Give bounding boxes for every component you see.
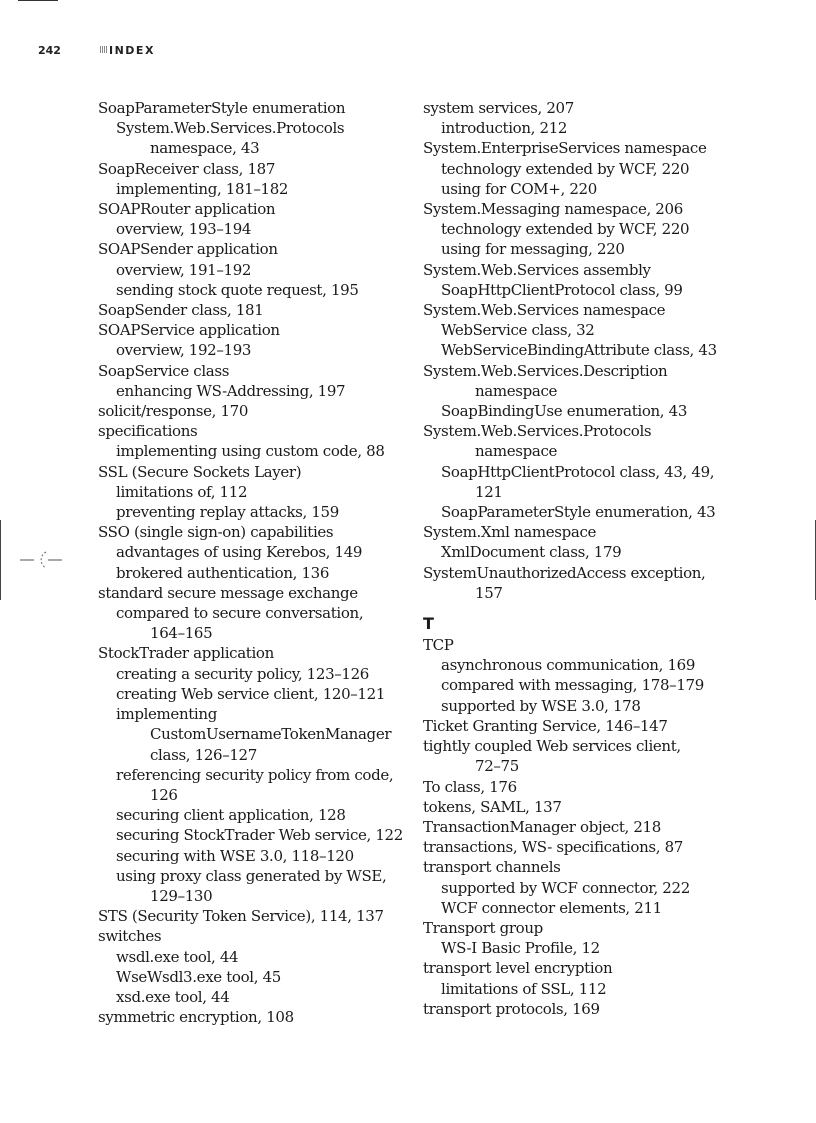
header-title: INDEX	[109, 44, 155, 57]
index-subentry: implementing, 181–182	[116, 179, 289, 198]
index-continuation: namespace, 43	[150, 139, 260, 158]
index-entry: System.Web.Services namespace	[423, 301, 666, 320]
index-subentry: using for messaging, 220	[441, 240, 625, 259]
index-entry: SSO (single sign-on) capabilities	[98, 523, 334, 542]
index-subentry: limitations of, 112	[116, 482, 248, 501]
index-subentry: WebServiceBindingAttribute class, 43	[441, 341, 717, 360]
index-subentry: creating a security policy, 123–126	[116, 664, 369, 683]
registration-line-left	[0, 520, 1, 600]
index-column-left	[98, 98, 408, 1027]
index-entry: TCP	[423, 636, 454, 655]
index-subentry: SoapParameterStyle enumeration, 43	[441, 503, 716, 522]
index-entry: SoapSender class, 181	[98, 301, 264, 320]
index-subentry: sending stock quote request, 195	[116, 280, 359, 299]
index-entry: symmetric encryption, 108	[98, 1008, 294, 1027]
index-subentry: advantages of using Kerebos, 149	[116, 543, 363, 562]
index-continuation: namespace	[475, 381, 558, 400]
index-subentry: creating Web service client, 120–121	[116, 684, 386, 703]
index-subentry: securing StockTrader Web service, 122	[116, 826, 403, 845]
index-continuation: namespace	[475, 442, 558, 461]
index-subentry: overview, 191–192	[116, 260, 252, 279]
index-subentry: overview, 192–193	[116, 341, 252, 360]
index-entry: specifications	[98, 422, 198, 441]
index-entry: Transport group	[423, 918, 543, 937]
index-subentry: XmlDocument class, 179	[441, 543, 622, 562]
index-subentry: using proxy class generated by WSE,	[116, 866, 387, 885]
index-entry: StockTrader application	[98, 644, 274, 663]
index-entry: tokens, SAML, 137	[423, 797, 562, 816]
index-subentry: WebService class, 32	[441, 321, 595, 340]
index-continuation: 129–130	[150, 886, 213, 905]
index-entry: System.Web.Services.Protocols	[423, 422, 652, 441]
index-entry: transport protocols, 169	[423, 999, 600, 1018]
index-column-right	[423, 98, 733, 1019]
registration-mark-icon	[20, 548, 62, 572]
index-entry: SoapParameterStyle enumeration	[98, 99, 346, 117]
index-continuation: 126	[150, 785, 178, 804]
index-entry: To class, 176	[423, 777, 517, 796]
index-entry: switches	[98, 927, 162, 946]
index-subentry: enhancing WS-Addressing, 197	[116, 381, 346, 400]
index-entry: System.Xml namespace	[423, 523, 597, 542]
index-entry: SystemUnauthorizedAccess exception,	[423, 563, 706, 582]
index-subentry: WseWsdl3.exe tool, 45	[116, 967, 281, 986]
index-entry: System.Web.Services assembly	[423, 260, 651, 279]
index-entry: transactions, WS- specifications, 87	[423, 838, 683, 857]
index-subentry: WCF connector elements, 211	[441, 898, 662, 917]
index-entry: SOAPService application	[98, 321, 280, 340]
index-subentry: securing with WSE 3.0, 118–120	[116, 846, 354, 865]
index-subentry: introduction, 212	[441, 119, 568, 138]
index-continuation: class, 126–127	[150, 745, 257, 764]
index-subentry: supported by WCF connector, 222	[441, 878, 690, 897]
index-subentry: technology extended by WCF, 220	[441, 159, 690, 178]
index-entry: SoapService class	[98, 361, 230, 380]
index-group-s	[423, 98, 733, 603]
index-entry: system services, 207	[423, 99, 574, 117]
index-subentry: SoapHttpClientProtocol class, 43, 49,	[441, 462, 715, 481]
index-subentry: technology extended by WCF, 220	[441, 220, 690, 239]
index-continuation: 121	[475, 482, 503, 501]
index-entry: TransactionManager object, 218	[423, 817, 661, 836]
section-letter-t: T	[423, 614, 434, 634]
index-subentry: using for COM+, 220	[441, 179, 597, 198]
index-continuation: 157	[475, 583, 503, 602]
index-entry: SOAPRouter application	[98, 200, 276, 219]
index-subentry: limitations of SSL, 112	[441, 979, 607, 998]
index-subentry: SoapBindingUse enumeration, 43	[441, 402, 688, 421]
index-subentry: securing client application, 128	[116, 806, 346, 825]
index-entry: SSL (Secure Sockets Layer)	[98, 462, 302, 481]
index-subentry: SoapHttpClientProtocol class, 99	[441, 280, 683, 299]
index-entry: Ticket Granting Service, 146–147	[423, 716, 668, 735]
index-subentry: compared to secure conversation,	[116, 604, 364, 623]
crop-mark-top	[18, 0, 58, 1]
index-subentry: preventing replay attacks, 159	[116, 503, 339, 522]
index-entry: STS (Security Token Service), 114, 137	[98, 907, 384, 926]
index-group-t	[423, 635, 733, 1019]
index-entry: System.Web.Services.Description	[423, 361, 668, 380]
index-entry: standard secure message exchange	[98, 583, 358, 602]
index-subentry: WS-I Basic Profile, 12	[441, 939, 600, 958]
index-continuation: CustomUsernameTokenManager	[150, 725, 392, 744]
index-subentry: brokered authentication, 136	[116, 563, 330, 582]
index-entry: SOAPSender application	[98, 240, 278, 259]
index-entry: System.EnterpriseServices namespace	[423, 139, 707, 158]
index-entry: solicit/response, 170	[98, 402, 249, 421]
index-subentry: implementing using custom code, 88	[116, 442, 385, 461]
index-subentry: referencing security policy from code,	[116, 765, 394, 784]
index-continuation: 164–165	[150, 624, 213, 643]
page-number: 242	[38, 44, 61, 57]
index-subentry: overview, 193–194	[116, 220, 252, 239]
index-subentry: asynchronous communication, 169	[441, 656, 696, 675]
index-entry: System.Messaging namespace, 206	[423, 200, 683, 219]
index-entry: SoapReceiver class, 187	[98, 159, 276, 178]
header-square-icon	[100, 46, 107, 53]
index-subentry: supported by WSE 3.0, 178	[441, 696, 641, 715]
index-entry: transport level encryption	[423, 959, 613, 978]
index-subentry: implementing	[116, 705, 217, 724]
index-continuation: 72–75	[475, 757, 519, 776]
index-subentry: System.Web.Services.Protocols	[116, 119, 345, 138]
index-entry: tightly coupled Web services client,	[423, 737, 681, 756]
index-subentry: compared with messaging, 178–179	[441, 676, 704, 695]
index-subentry: xsd.exe tool, 44	[116, 987, 230, 1006]
index-subentry: wsdl.exe tool, 44	[116, 947, 239, 966]
index-entry: transport channels	[423, 858, 561, 877]
